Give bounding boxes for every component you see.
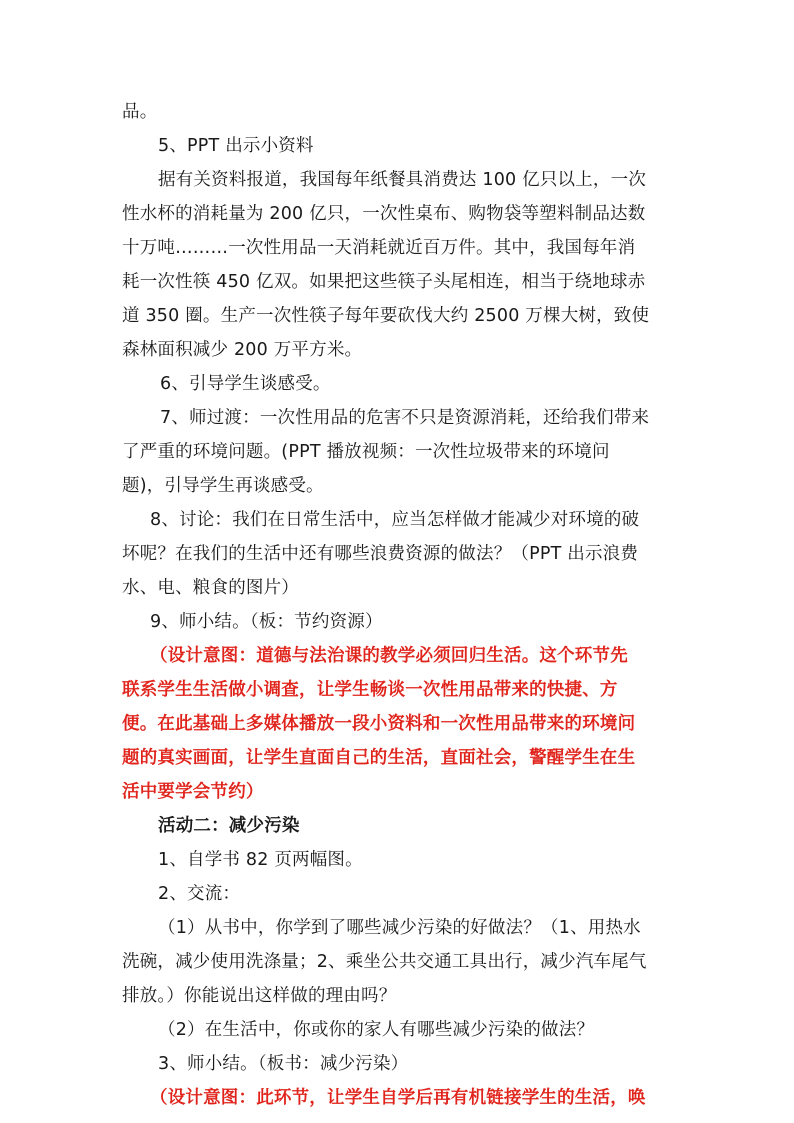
paragraph-line: 道 350 圈。生产一次性筷子每年要砍伐大约 2500 万棵大树，致使 [122, 306, 650, 326]
design-intent-note: 题的真实画面，让学生直面自己的生活，直面社会，警醒学生在生 [122, 748, 636, 768]
paragraph-line: 森林面积减少 200 万平方米。 [122, 340, 363, 360]
paragraph-line: 了严重的环境问题。(PPT 播放视频：一次性垃圾带来的环境问 [122, 442, 610, 462]
paragraph-line: （2）在生活中，你或你的家人有哪些减少污染的做法？ [158, 1020, 595, 1040]
paragraph-line: 据有关资料报道，我国每年纸餐具消费达 100 亿只以上，一次 [158, 170, 647, 190]
item-heading: 5、PPT 出示小资料 [158, 136, 314, 156]
paragraph-line: 坏呢？在我们的生活中还有哪些浪费资源的做法？（PPT 出示浪费 [122, 544, 639, 564]
paragraph-line: 题)，引导学生再谈感受。 [122, 476, 324, 496]
paragraph-line: 品。 [122, 102, 158, 122]
item-heading: 6、引导学生谈感受。 [160, 374, 331, 394]
item-heading: 9、师小结。（板：节约资源） [150, 612, 383, 632]
section-heading: 活动二：减少污染 [158, 816, 300, 836]
paragraph-line: 十万吨………一次性用品一天消耗就近百万件。其中，我国每年消 [122, 238, 636, 258]
item-heading: 2、交流： [158, 884, 241, 904]
paragraph-line: 耗一次性筷 450 亿双。如果把这些筷子头尾相连，相当于绕地球赤 [122, 272, 646, 292]
design-intent-note: （设计意图：道德与法治课的教学必须回归生活。这个环节先 [150, 646, 628, 666]
design-intent-note: 联系学生生活做小调查，让学生畅谈一次性用品带来的快捷、方 [122, 680, 618, 700]
paragraph-line: 排放。）你能说出这样做的理由吗？ [122, 986, 397, 1006]
paragraph-line: 8、讨论：我们在日常生活中，应当怎样做才能减少对环境的破 [150, 510, 640, 530]
item-heading: 3、师小结。（板书：减少污染） [158, 1054, 409, 1074]
paragraph-line: 7、师过渡：一次性用品的危害不只是资源消耗，还给我们带来 [160, 408, 650, 428]
paragraph-line: （1）从书中，你学到了哪些减少污染的好做法？（1、用热水 [158, 918, 641, 938]
design-intent-note: （设计意图：此环节，让学生自学后再有机链接学生的生活，唤 [150, 1088, 646, 1108]
paragraph-line: 性水杯的消耗量为 200 亿只，一次性桌布、购物袋等塑料制品达数 [122, 204, 646, 224]
paragraph-line: 水、电、粮食的图片） [122, 578, 299, 598]
design-intent-note: 活中要学会节约） [122, 782, 264, 802]
paragraph-line: 洗碗，减少使用洗涤量；2、乘坐公共交通工具出行，减少汽车尾气 [122, 952, 647, 972]
design-intent-note: 便。在此基础上多媒体播放一段小资料和一次性用品带来的环境问 [122, 714, 636, 734]
item-heading: 1、自学书 82 页两幅图。 [158, 850, 363, 870]
